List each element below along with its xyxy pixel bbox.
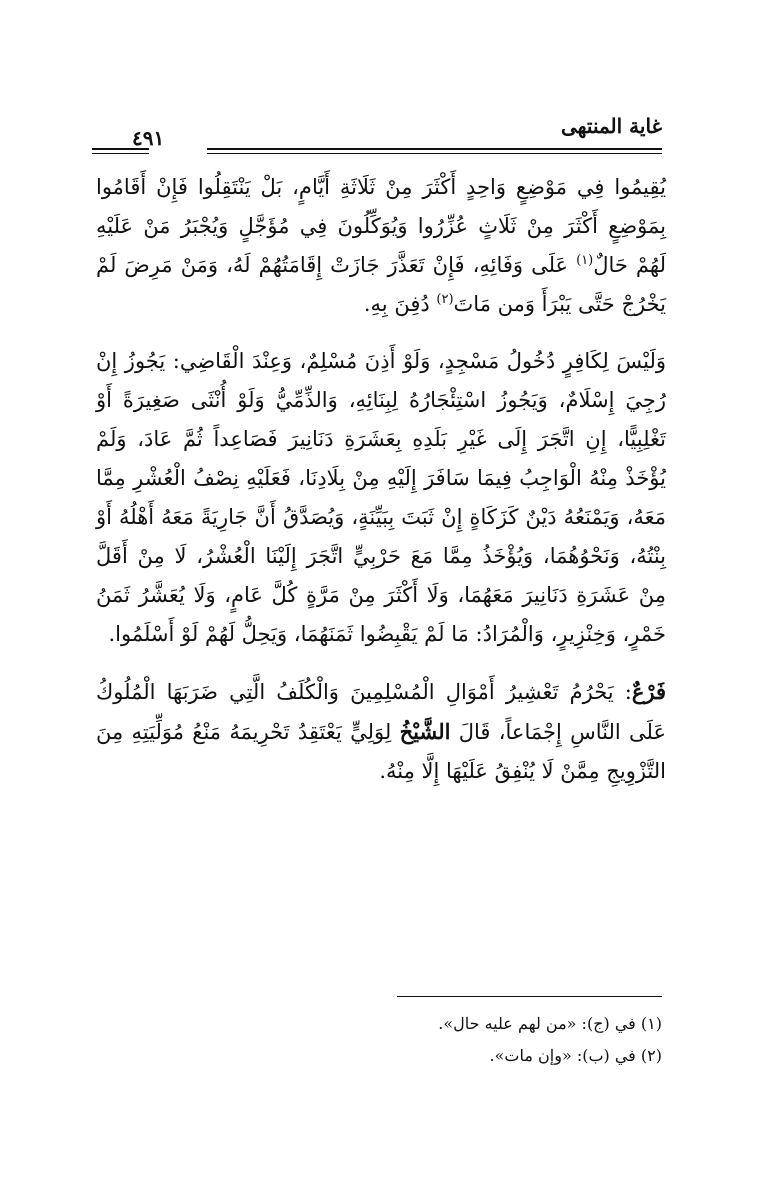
- paragraph-text: يُقِيمُوا فِي مَوْضِعٍ وَاحِدٍ أَكْثَرَ مِنْ ثَلَاثَةِ أَيَّامٍ، بَلْ يَنْتَقِلُوا فَإِنْ أَقَامُوا بِمَوْضِعٍ أَكْثَرَ مِنْ ثَلَاثٍ عُزِّرُوا وَيُوَكِّلُونَ فِي مُؤَجَّلٍ وَيُجْبَرُ مَنْ عَلَيْهِ لَهُمْ حَالٌ: [96, 175, 666, 277]
- paragraph-text: دُفِنَ بِهِ.: [363, 292, 437, 316]
- header-rule: [207, 153, 662, 154]
- footnote: (٢) في (ب): «وإن مات».: [489, 1046, 662, 1065]
- paragraph: [96, 672, 666, 791]
- footnote: (١) في (ج): «من لهم عليه حال».: [438, 1014, 662, 1033]
- footnote-marker[interactable]: (٢): [436, 292, 454, 307]
- main-text: [96, 168, 666, 809]
- header-rule: [92, 148, 149, 150]
- section-lead-word: فَرْعٌ: [631, 679, 666, 704]
- page-number: ٤٩١: [132, 126, 165, 150]
- footnote-marker[interactable]: (١): [576, 253, 594, 268]
- paragraph-text: : يَحْرُمُ تَعْشِيرُ أَمْوَالِ الْمُسْلِمِينَ وَالْكُلَفُ الَّتِي ضَرَبَهَا الْمُلُوكُ عَلَى النَّاسِ إِجْمَاعاً، قَالَ: [96, 680, 666, 744]
- paragraph-text: وَلَيْسَ لِكَافِرٍ دُخُولُ مَسْجِدٍ، وَلَوْ أَذِنَ مُسْلِمٌ، وَعِنْدَ الْقَاضِي: يَجُوزُ إِنْ رُجِيَ إِسْلَامٌ، وَيَجُوزُ اسْتِئْجَارُهُ لِبِنَائِهِ، وَالذِّمِّيُّ وَلَوْ أُنْثَى صَغِيرَةً أَوْ تَغْلِبِيًّا، إِنِ اتَّجَرَ إِلَى غَيْرِ بَلَدِهِ بِعَشَرَةِ دَنَانِيرَ فَصَاعِداً ثُمَّ عَادَ، وَلَمْ يُؤْخَذْ مِنْهُ الْوَاجِبُ فِيمَا سَافَرَ إِلَيْهِ مِنْ بِلَادِنَا، فَعَلَيْهِ نِصْفُ الْعُشْرِ مِمَّا مَعَهُ، وَيَمْنَعُهُ دَيْنٌ كَزَكَاةٍ إِنْ ثَبَتَ بِبَيِّنَةٍ، وَيُصَدَّقُ أَنَّ جَارِيَةً مَعَهُ أَهْلُهُ أَوْ بِنْتُهُ، وَنَحْوُهُمَا، وَيُؤْخَذُ مِمَّا مَعَ حَرْبِيٍّ اتَّجَرَ إِلَيْنَا الْعُشْرُ، لَا مِنْ أَقَلَّ مِنْ عَشَرَةِ دَنَانِيرَ مَعَهُمَا، وَلَا أَكْثَرَ مِنْ مَرَّةٍ كُلَّ عَامٍ، وَلَا يُعَشَّرُ ثَمَنُ خَمْرٍ، وَخِنْزِيرٍ، وَالْمُرَادُ: مَا لَمْ يَقْبِضُوا ثَمَنَهُمَا، وَيَحِلُّ لَهُمْ لَوْ أَسْلَمُوا.: [96, 349, 666, 646]
- paragraph: [96, 342, 666, 654]
- paragraph-text: عَلَى وَفَائِهِ، فَإِنْ تَعَذَّرَ جَازَتْ إِقَامَتُهُمْ لَهُ، وَمَنْ مَرِضَ لَمْ يَخْرُجْ حَتَّى يَبْرَأَ وَمن مَاتَ: [96, 253, 666, 316]
- footnotes: [300, 1008, 662, 1072]
- paragraph-text: لِوَلِيٍّ يَعْتَقِدُ تَحْرِيمَهُ مَنْعُ مُوَلِّيَتِهِ مِنَ التَّزْوِيجِ مِمَّنْ لَا يُنْفِقُ عَلَيْهَا إِلَّا مِنْهُ.: [96, 720, 666, 783]
- header-rule: [207, 148, 662, 150]
- page-header: [92, 112, 662, 158]
- emphasized-name: الشَّيْخُ: [399, 719, 451, 744]
- book-title: غاية المنتهى: [561, 114, 662, 138]
- paragraph: [96, 168, 666, 324]
- footnote-divider: [397, 996, 662, 997]
- header-rule: [92, 153, 149, 154]
